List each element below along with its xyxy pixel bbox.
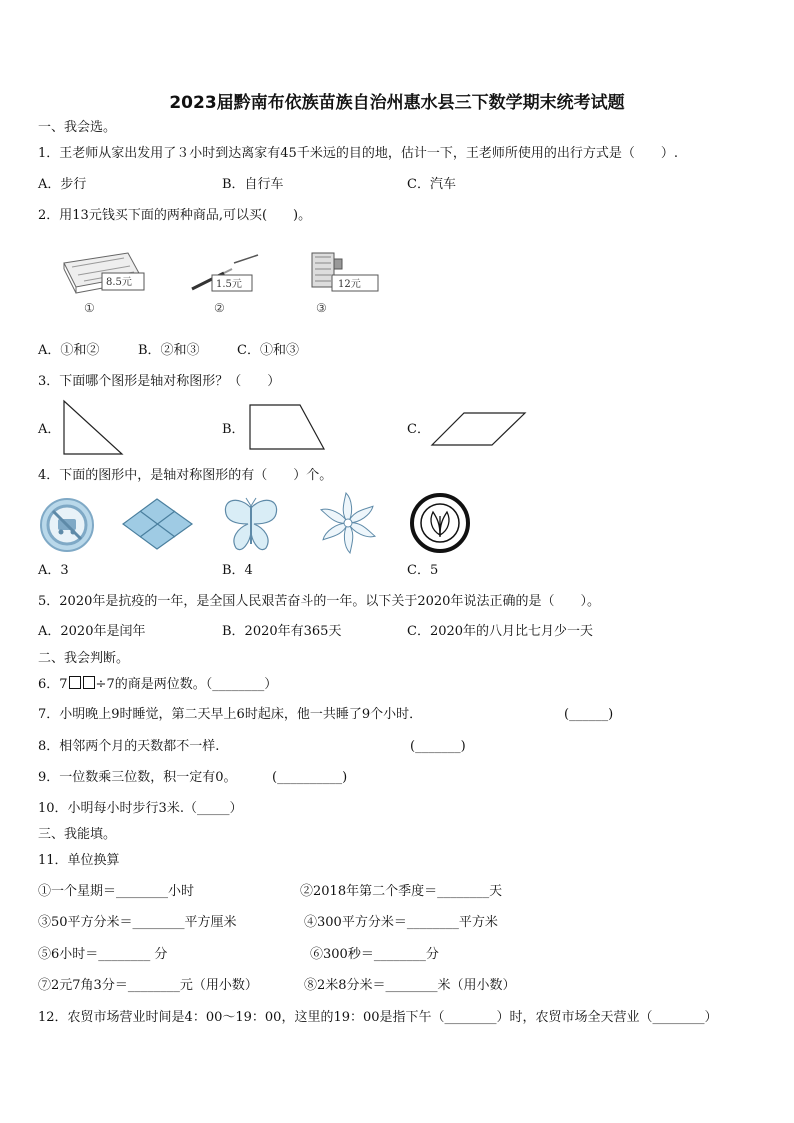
q5-option-a[interactable]: A．2020年是闰年	[38, 624, 146, 639]
question-7: 7．小明晚上9时睡觉，第二天早上6时起床，他一共睡了9个小时．	[38, 707, 423, 722]
q1-option-b[interactable]: B．自行车	[222, 177, 284, 192]
conversion-item-1[interactable]: ①一个星期＝________小时	[38, 884, 195, 899]
question-4-stem: 4．下面的图形中，是轴对称图形的有（ ）个。	[38, 468, 333, 483]
question-8: 8．相邻两个月的天数都不一样.	[38, 739, 220, 754]
q6-suffix: ÷7的商是两位数。（________）	[95, 677, 278, 692]
q5-option-b[interactable]: B．2020年有365天	[222, 624, 342, 639]
question-12: 12．农贸市场营业时间是4：00～19：00，这里的19：00是指下午（________）时，农贸市场全天营业（________）	[38, 1010, 718, 1025]
question-9: 9．一位数乘三位数，积一定有0。	[38, 770, 237, 785]
question-6	[38, 676, 277, 693]
conversion-item-8[interactable]: ⑧2米8分米＝________米（用小数）	[304, 978, 516, 993]
leaf-emblem-icon	[409, 492, 471, 554]
q2-option-b[interactable]: B．②和③	[138, 343, 200, 358]
item-marker-1: ①	[84, 301, 95, 315]
question-11-stem: 11．单位换算	[38, 853, 120, 868]
q2-option-a[interactable]: A．①和②	[38, 343, 100, 358]
question-3-stem: 3．下面哪个图形是轴对称图形？（ ）	[38, 374, 281, 389]
pen-icon	[188, 245, 268, 300]
item-marker-3: ③	[316, 301, 327, 315]
pinwheel-flower-icon	[315, 490, 381, 556]
question-2-stem: 2．用13元钱买下面的两种商品,可以买( )。	[38, 208, 312, 223]
q3-option-a[interactable]: A．	[38, 422, 61, 437]
right-triangle-shape	[60, 398, 126, 458]
q4-option-a[interactable]: A．3	[38, 563, 69, 578]
page-title: 2023届黔南布依族苗族自治州惠水县三下数学期末统考试题	[169, 93, 625, 113]
pencil-case-icon	[58, 245, 158, 300]
conversion-item-7[interactable]: ⑦2元7角3分＝________元（用小数）	[38, 978, 258, 993]
q2-option-c[interactable]: C．①和③	[237, 343, 299, 358]
conversion-item-2[interactable]: ②2018年第二个季度＝________天	[300, 884, 503, 899]
conversion-item-3[interactable]: ③50平方分米＝________平方厘米	[38, 915, 237, 930]
q3-option-c[interactable]: C．	[407, 422, 430, 437]
no-parking-sign-icon	[38, 496, 96, 554]
book-stack-icon	[306, 245, 386, 300]
q1-option-c[interactable]: C．汽车	[407, 177, 456, 192]
item-marker-2: ②	[214, 301, 225, 315]
q4-option-c[interactable]: C．5	[407, 563, 439, 578]
q9-answer-blank[interactable]: (__________)	[272, 770, 348, 785]
digit-box[interactable]	[83, 676, 95, 689]
q3-option-b[interactable]: B．	[222, 422, 245, 437]
q1-option-a[interactable]: A．步行	[38, 177, 87, 192]
diamond-tiles-icon	[121, 496, 195, 552]
q4-option-b[interactable]: B．4	[222, 563, 253, 578]
price-label-1: 8.5元	[106, 277, 132, 288]
question-1-stem: 1．王老师从家出发用了３小时到达离家有45千米远的目的地，估计一下，王老师所使用的出行方式是（ ）.	[38, 146, 678, 161]
butterfly-icon	[220, 494, 282, 556]
q8-answer-blank[interactable]: (_______)	[410, 739, 466, 754]
q7-answer-blank[interactable]: (______)	[564, 707, 614, 722]
conversion-item-5[interactable]: ⑤6小时＝________ 分	[38, 947, 168, 962]
conversion-item-6[interactable]: ⑥300秒＝________分	[310, 947, 439, 962]
section-heading: 三、我能填。	[38, 827, 117, 842]
digit-box[interactable]	[69, 676, 81, 689]
question-10: 10．小明每小时步行3米.（_____）	[38, 801, 243, 816]
trapezoid-shape	[246, 403, 328, 453]
q5-option-c[interactable]: C．2020年的八月比七月少一天	[407, 624, 594, 639]
question-5-stem: 5．2020年是抗疫的一年，是全国人民艰苦奋斗的一年。以下关于2020年说法正确的是（ ）。	[38, 594, 600, 609]
q6-prefix: 6．7	[38, 677, 68, 692]
section-heading: 二、我会判断。	[38, 651, 130, 666]
conversion-item-4[interactable]: ④300平方分米＝________平方米	[304, 915, 498, 930]
section-heading: 一、我会选。	[38, 120, 117, 135]
price-label-3: 12元	[338, 279, 361, 290]
price-label-2: 1.5元	[216, 279, 242, 290]
parallelogram-shape	[430, 410, 528, 448]
